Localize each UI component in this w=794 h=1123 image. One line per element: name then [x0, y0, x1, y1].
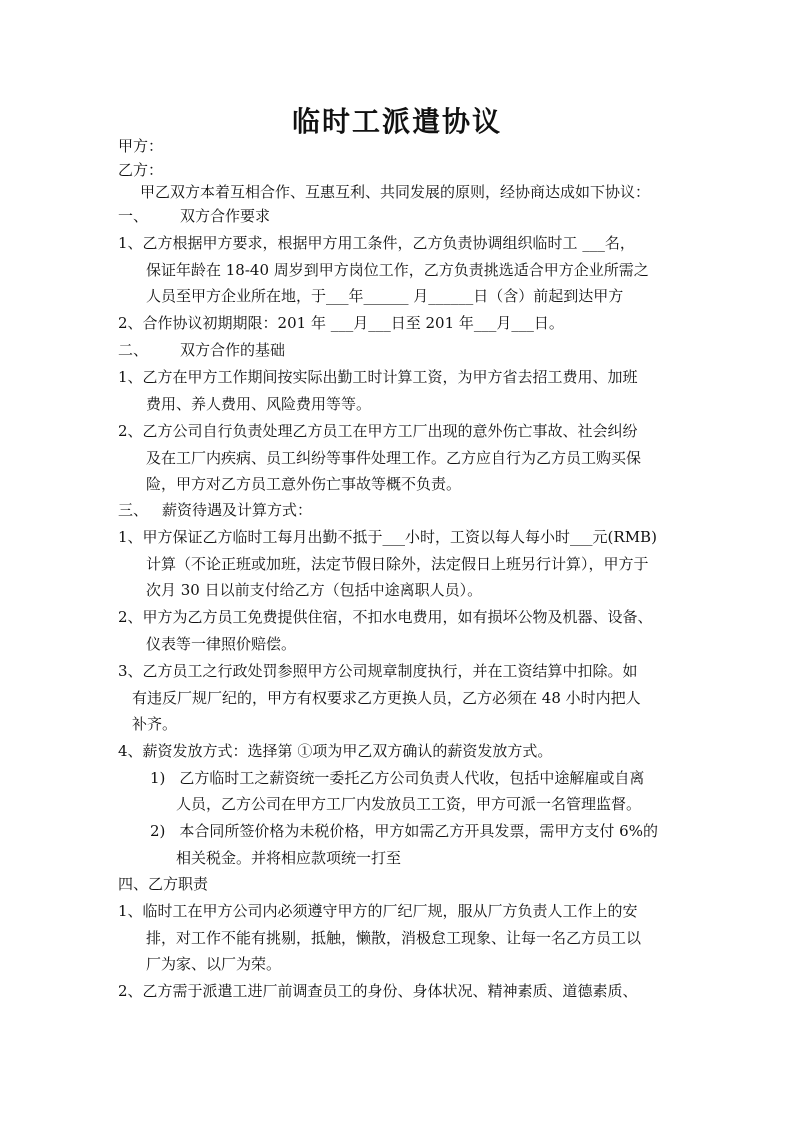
- clause-3-4-sub-1-line-1: [150, 768, 644, 788]
- clause-4-1-line-2: 排，对工作不能有挑剔，抵触，懒散，消极怠工现象、让每一名乙方员工以: [146, 929, 642, 947]
- clause-3-4: 4、薪资发放方式：选择第 ①项为甲乙双方确认的薪资发放方式。: [118, 742, 553, 760]
- clause-3-4-sub-1-line-2: 人员，乙方公司在甲方工厂内发放员工工资，甲方可派一名管理监督。: [176, 795, 642, 813]
- sub-2-text: 本合同所签价格为未税价格，甲方如需乙方开具发票，需甲方支付 6%的: [179, 822, 658, 840]
- section-2-title: 双方合作的基础: [180, 341, 286, 359]
- section-2-heading: [118, 340, 285, 360]
- clause-3-1-line-1: 1、甲方保证乙方临时工每月出勤不抵于___小时，工资以每人每小时___元(RMB): [118, 528, 657, 546]
- section-3-title: 薪资待遇及计算方式：: [162, 501, 313, 519]
- document-title: 临时工派遣协议: [291, 105, 502, 138]
- clause-3-3-line-1: 3、乙方员工之行政处罚参照甲方公司规章制度执行，并在工资结算中扣除。如: [118, 662, 638, 680]
- clause-3-3-line-2: 有违反厂规厂纪的，甲方有权要求乙方更换人员，乙方必须在 48 小时内把人: [132, 689, 641, 707]
- section-4-number: 四、: [118, 875, 149, 893]
- clause-1-1-line-3: 人员至甲方企业所在地，于___年______ 月______日（含）前起到达甲方: [146, 287, 624, 305]
- clause-3-4-sub-2-line-2: 相关税金。并将相应款项统一打至: [176, 849, 402, 867]
- clause-3-3-line-3: 补齐。: [132, 715, 178, 733]
- section-1-title: 双方合作要求: [180, 207, 271, 225]
- section-4-title: 乙方职责: [148, 875, 209, 893]
- section-2-number: 二、: [118, 341, 149, 359]
- sub-2-number: 2): [150, 822, 166, 840]
- clause-3-2-line-1: 2、甲方为乙方员工免费提供住宿，不扣水电费用，如有损坏公物及机器、设备、: [118, 608, 653, 626]
- sub-1-text: 乙方临时工之薪资统一委托乙方公司负责人代收，包括中途解雇或自离: [179, 769, 645, 787]
- preamble: 甲乙双方本着互相合作、互惠互利、共同发展的原则，经协商达成如下协议：: [140, 183, 651, 201]
- party-a-label: 甲方：: [118, 137, 164, 155]
- clause-3-1-line-2: 计算（不论正班或加班，法定节假日除外，法定假日上班另行计算），甲方于: [146, 555, 649, 573]
- clause-4-1-line-3: 厂为家、以厂为荣。: [146, 955, 282, 973]
- clause-2-1-line-1: 1、乙方在甲方工作期间按实际出勤工时计算工资，为甲方省去招工费用、加班: [118, 368, 638, 386]
- sub-1-number: 1): [150, 769, 166, 787]
- section-3-number: 三、: [118, 501, 149, 519]
- section-1-number: 一、: [118, 207, 149, 225]
- clause-1-2: 2、合作协议初期期限：201 年 ___月___日至 201 年___月___日。: [118, 314, 564, 332]
- clause-2-2-line-2: 及在工厂内疾病、员工纠纷等事件处理工作。乙方应自行为乙方员工购买保: [146, 449, 642, 467]
- clause-1-1-line-1: 1、乙方根据甲方要求，根据甲方用工条件，乙方负责协调组织临时工 ___名，: [118, 234, 635, 252]
- section-4-heading: [118, 874, 208, 894]
- clause-4-2-line-1: 2、乙方需于派遣工进厂前调查员工的身份、身体状况、精神素质、道德素质、: [118, 982, 638, 1000]
- clause-3-2-line-2: 仪表等一律照价赔偿。: [146, 635, 297, 653]
- clause-3-1-line-3: 次月 30 日以前支付给乙方（包括中途离职人员）。: [146, 581, 483, 599]
- section-1-heading: [118, 206, 270, 226]
- party-b-label: 乙方：: [118, 161, 164, 179]
- clause-2-1-line-2: 费用、养人费用、风险费用等等。: [146, 395, 372, 413]
- clause-2-2-line-3: 险，甲方对乙方员工意外伤亡事故等概不负责。: [146, 475, 462, 493]
- section-3-heading: [118, 500, 312, 520]
- clause-1-1-line-2: 保证年龄在 18-40 周岁到甲方岗位工作，乙方负责挑选适合甲方企业所需之: [146, 261, 649, 279]
- clause-4-1-line-1: 1、临时工在甲方公司内必须遵守甲方的厂纪厂规，服从厂方负责人工作上的安: [118, 902, 638, 920]
- clause-3-4-sub-2-line-1: [150, 821, 658, 841]
- clause-2-2-line-1: 2、乙方公司自行负责处理乙方员工在甲方工厂出现的意外伤亡事故、社会纠纷: [118, 422, 638, 440]
